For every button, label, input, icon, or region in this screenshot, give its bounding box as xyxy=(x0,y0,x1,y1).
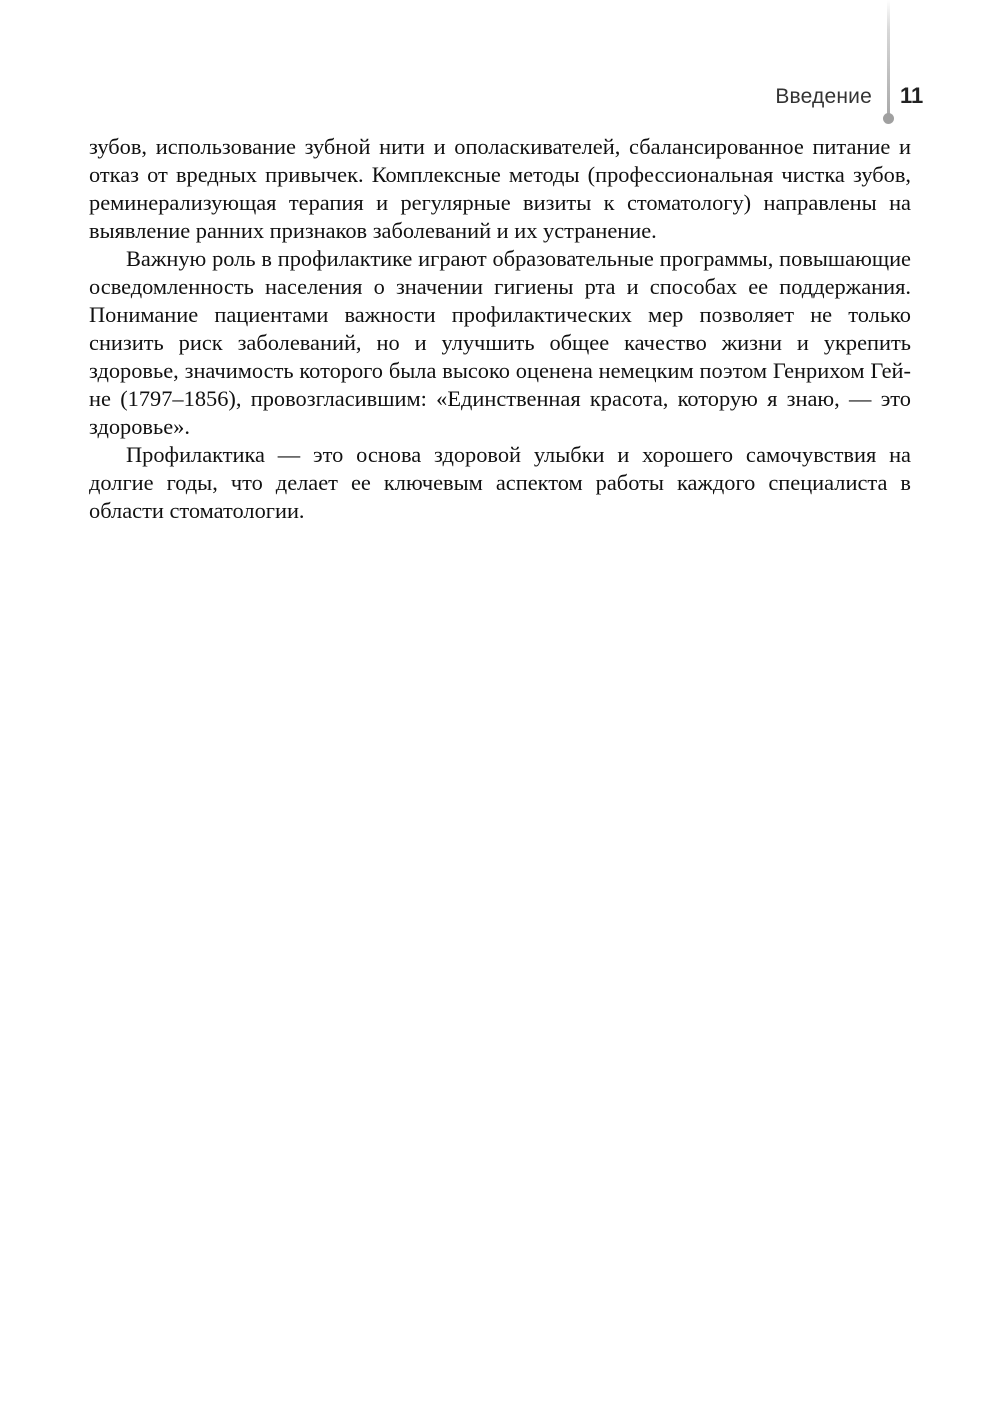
header-divider-dot xyxy=(883,113,894,124)
running-head-title: Введение xyxy=(775,85,872,108)
paragraph-continuation: зубов, использование зубной нити и ополаскивателей, сбалансированное питание и отказ от вредных привычек. Комплексные методы (профессиональная чистка зубов, реминерализующая терапия и регулярные визиты к стоматологу) направлены на выявление ранних признаков заболеваний и их устранение. xyxy=(89,134,911,243)
paragraph-conclusion: Профилактика — это основа здоровой улыбки и хорошего самочувствия на долгие годы, что делает ее ключевым аспектом работы каждого специалиста в области стоматологии. xyxy=(89,442,911,523)
header-divider-line xyxy=(887,0,890,116)
body-text xyxy=(89,133,911,525)
paragraph-education: Важную роль в профилактике играют образовательные программы, повышающие осведомленность населения о значении гигиены рта и способах ее поддержания. Понимание пациентами важности профилактических мер позволяет не только снизить риск заболеваний, но и улучшить общее качество жизни и укрепить здоровье, значимость которого была высоко оценена немецким поэтом Генрихом Гейне (1797–1856), провозгласившим: «Единственная красота, которую я знаю, — это здоровье». xyxy=(89,246,911,439)
page-number: 11 xyxy=(900,83,924,108)
